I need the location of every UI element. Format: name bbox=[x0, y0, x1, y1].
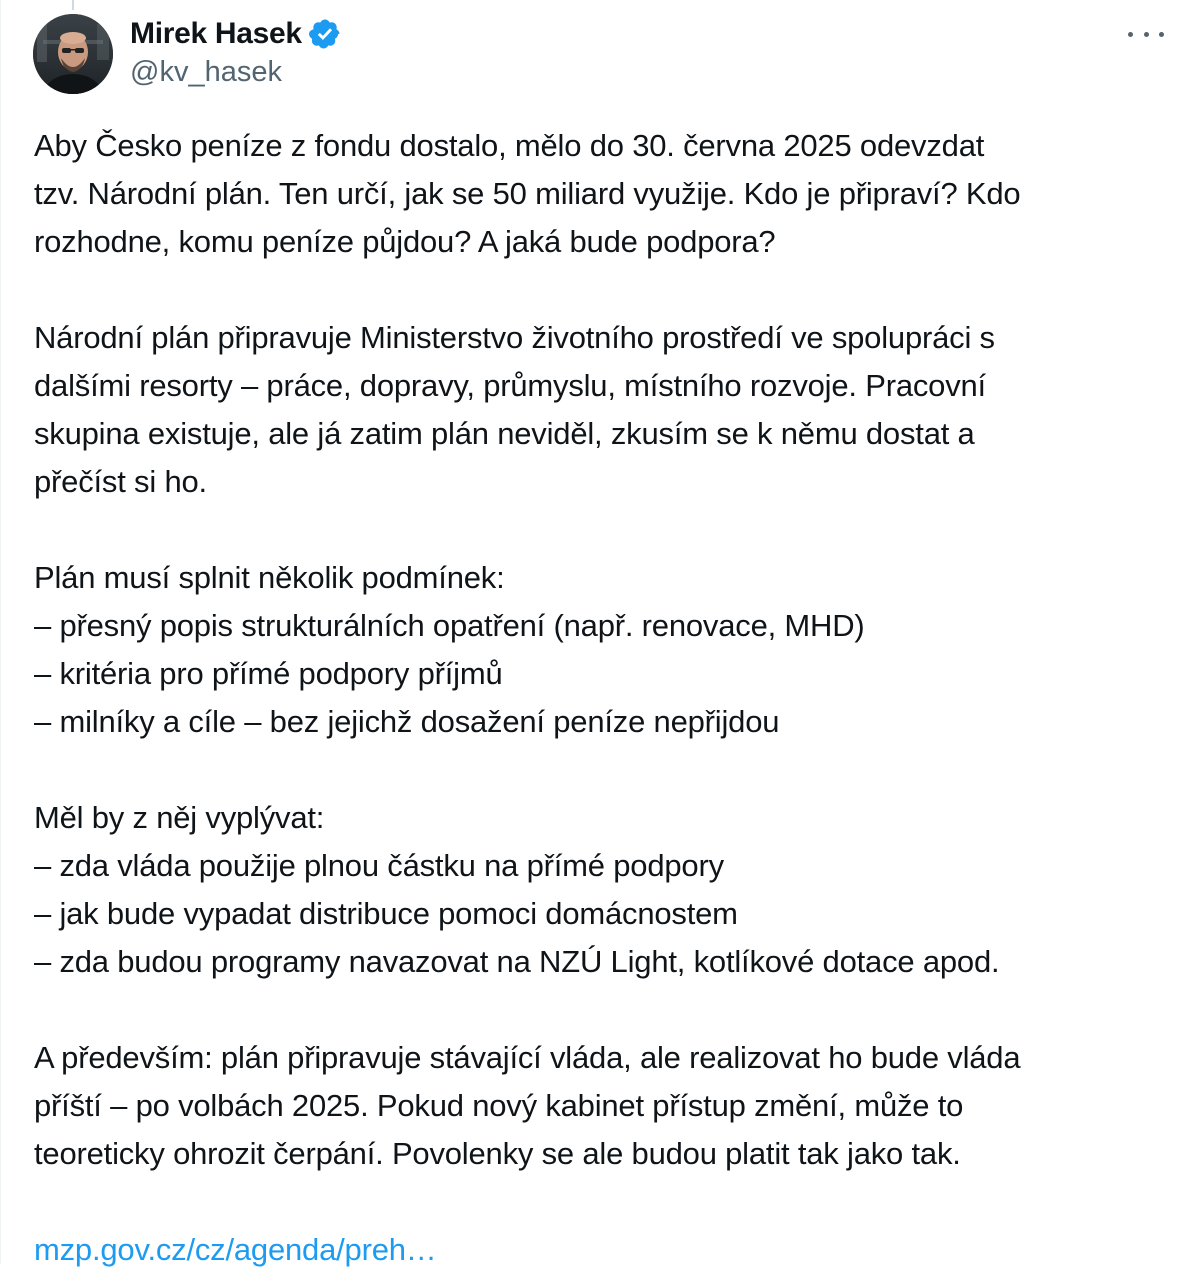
tweet-line: – přesný popis strukturálních opatření (např. renovace, MHD) bbox=[34, 608, 865, 643]
tweet-line: přečíst si ho. bbox=[34, 464, 207, 499]
tweet-line: – kritéria pro přímé podpory příjmů bbox=[34, 656, 503, 691]
more-dot bbox=[1144, 32, 1149, 37]
tweet-line: Plán musí splnit několik podmínek: bbox=[34, 560, 505, 595]
more-dot bbox=[1128, 32, 1133, 37]
tweet-line: Národní plán připravuje Ministerstvo životního prostředí ve spolupráci s bbox=[34, 320, 995, 355]
more-dot bbox=[1159, 32, 1164, 37]
author-display-name[interactable]: Mirek Hasek bbox=[130, 17, 302, 50]
tweet-line: tzv. Národní plán. Ten určí, jak se 50 miliard využije. Kdo je připraví? Kdo bbox=[34, 176, 1021, 211]
avatar-image bbox=[33, 14, 113, 94]
tweet-line: – zda budou programy navazovat na NZÚ Light, kotlíkové dotace apod. bbox=[34, 944, 1000, 979]
tweet-link[interactable]: mzp.gov.cz/cz/agenda/preh… bbox=[34, 1232, 437, 1267]
tweet-line: – milníky a cíle – bez jejichž dosažení peníze nepřijdou bbox=[34, 704, 780, 739]
tweet-line: Měl by z něj vyplývat: bbox=[34, 800, 325, 835]
tweet-line: – zda vláda použije plnou částku na přímé podpory bbox=[34, 848, 724, 883]
tweet-paragraph bbox=[34, 314, 1164, 506]
more-options-icon[interactable] bbox=[1128, 20, 1164, 48]
tweet-line: skupina existuje, ale já zatim plán neviděl, zkusím se k němu dostat a bbox=[34, 416, 975, 451]
avatar[interactable] bbox=[33, 14, 113, 94]
tweet-line: A především: plán připravuje stávající vláda, ale realizovat ho bude vláda bbox=[34, 1040, 1021, 1075]
tweet-line: příští – po volbách 2025. Pokud nový kabinet přístup změní, může to bbox=[34, 1088, 964, 1123]
column-border bbox=[0, 0, 1, 1264]
verified-badge-icon[interactable] bbox=[308, 17, 342, 51]
tweet-line: rozhodne, komu peníze půjdou? A jaká bude podpora? bbox=[34, 224, 776, 259]
tweet-paragraph bbox=[34, 1034, 1164, 1178]
tweet-line: dalšími resorty – práce, dopravy, průmyslu, místního rozvoje. Pracovní bbox=[34, 368, 986, 403]
tweet-text bbox=[34, 122, 1164, 1274]
tweet-line: Aby Česko peníze z fondu dostalo, mělo do 30. června 2025 odevzdat bbox=[34, 128, 985, 163]
tweet-paragraph bbox=[34, 554, 1164, 746]
tweet-line: – jak bude vypadat distribuce pomoci domácnostem bbox=[34, 896, 738, 931]
author-name-row bbox=[130, 14, 342, 54]
thread-connector-line bbox=[72, 0, 74, 10]
tweet-line: teoreticky ohrozit čerpání. Povolenky se ale budou platit tak jako tak. bbox=[34, 1136, 961, 1171]
author-handle[interactable]: @kv_hasek bbox=[130, 56, 282, 88]
tweet-paragraph bbox=[34, 794, 1164, 986]
tweet-paragraph bbox=[34, 122, 1164, 266]
